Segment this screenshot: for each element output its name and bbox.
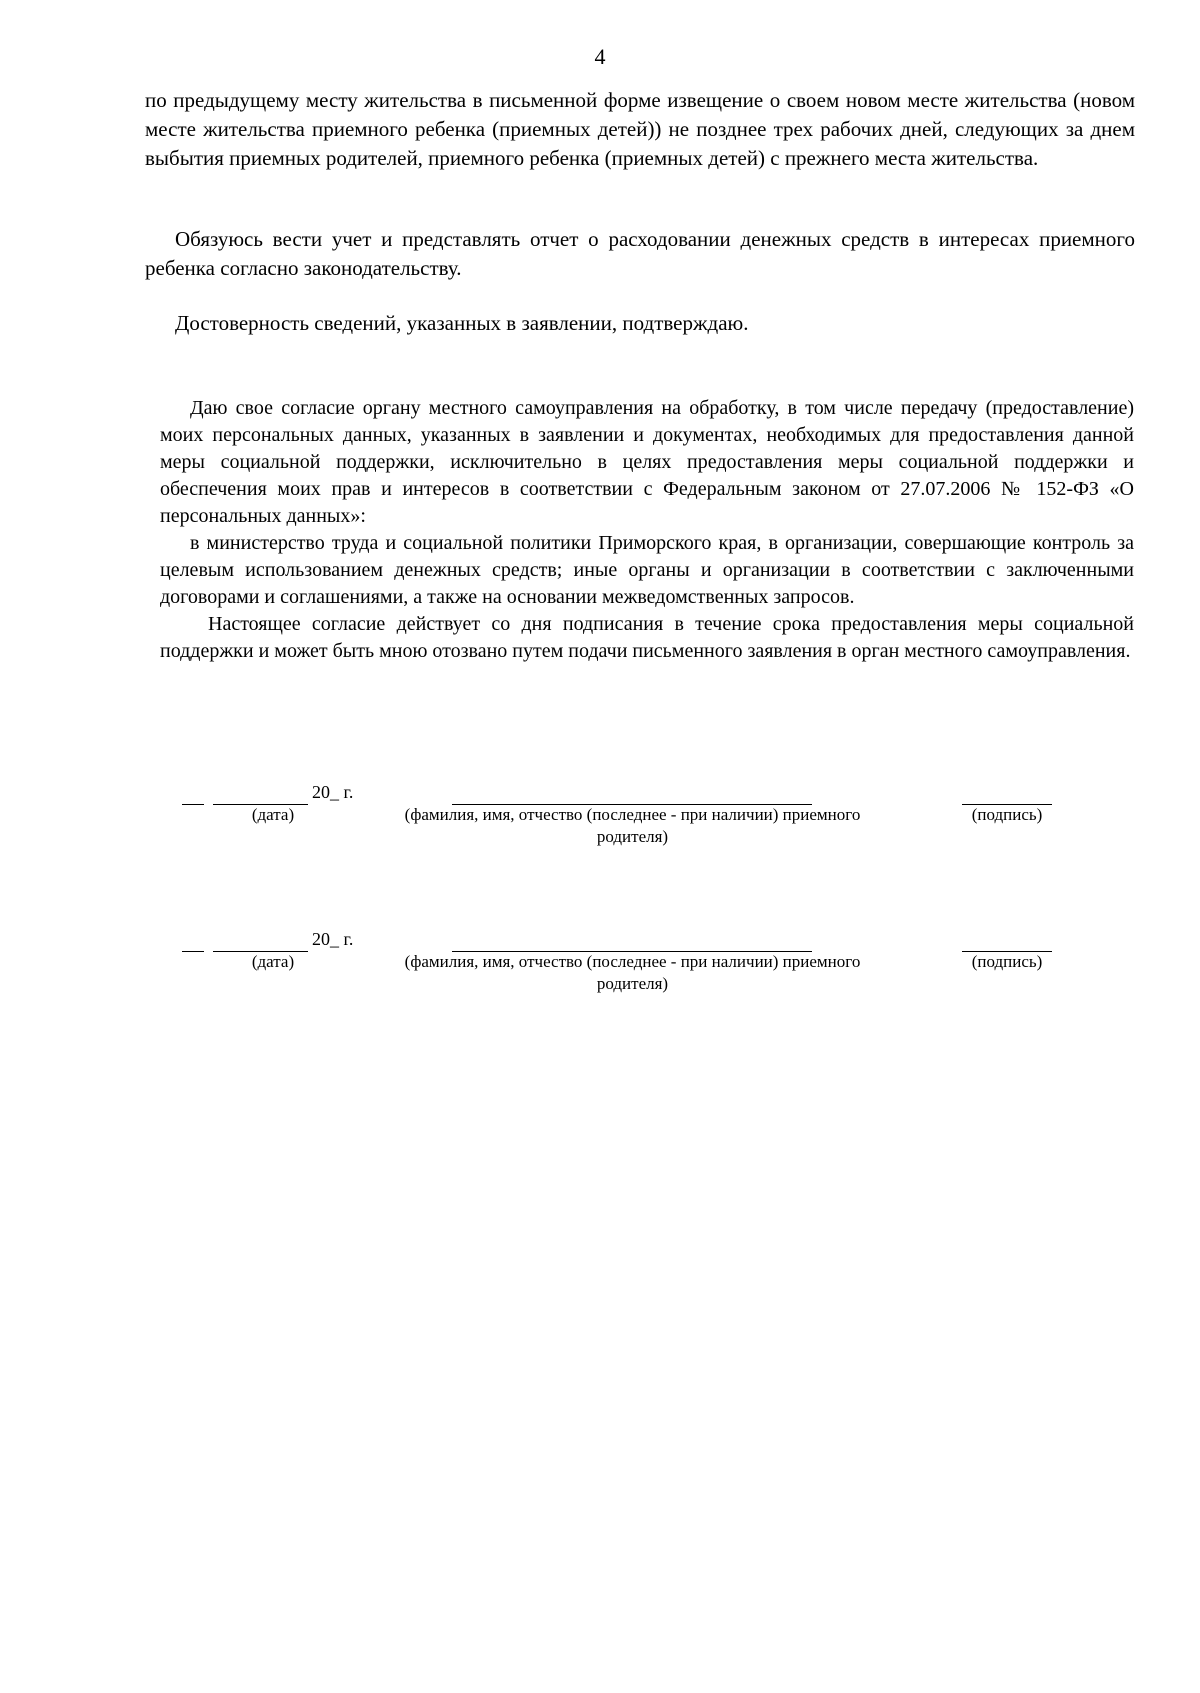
signature-block: [0, 925, 1200, 1025]
page-number: 4: [594, 44, 606, 69]
paragraph-text: по предыдущему месту жительства в письменной форме извещение о своем новом месте жительства (новом месте жительства приемного ребенка (приемных детей)) не позднее трех рабочих дней, следующих за днем выбытия приемных родителей, приемного ребенка (приемных детей) с прежнего места жительства.: [145, 88, 1135, 170]
paragraph-confirmation: [145, 309, 1135, 338]
year-label: 20_ г.: [312, 929, 354, 949]
name-caption: (фамилия, имя, отчество (последнее - при наличии) приемного родителя): [404, 952, 861, 993]
date-day-line: [182, 804, 204, 805]
paragraph-text: Обязуюсь вести учет и представлять отчет о расходовании денежных средств в интересах приемного ребенка согласно законодательству.: [145, 227, 1135, 280]
consent-paragraph-2: в министерство труда и социальной политики Приморского края, в организации, совершающие контроль за целевым использованием денежных средств; иные органы и организации в соответствии с заключенными договорами и соглашениями, а также на основании межведомственных запросов.: [160, 532, 1134, 608]
date-day-line: [182, 951, 204, 952]
name-caption: (фамилия, имя, отчество (последнее - при наличии) приемного родителя): [404, 805, 861, 846]
paragraph-text: Достоверность сведений, указанных в заявлении, подтверждаю.: [175, 311, 749, 335]
paragraph-accounting: [145, 225, 1135, 283]
date-caption: (дата): [251, 952, 295, 971]
consent-section: [160, 395, 1134, 665]
consent-paragraph-1: Даю свое согласие органу местного самоуправления на обработку, в том числе передачу (предоставление) моих персональных данных, указанных в заявлении и документах, необходимых для предоставления данной меры социальной поддержки, исключительно в целях предоставления меры социальной поддержки и обеспечения моих прав и интересов в соответствии с Федеральным законом от 27.07.2006 № 152-ФЗ «О персональных данных»:: [160, 397, 1134, 527]
signature-caption: (подпись): [971, 805, 1043, 824]
consent-paragraph-3: Настоящее согласие действует со дня подписания в течение срока предоставления меры социальной поддержки и может быть мною отозвано путем подачи письменного заявления в орган местного самоуправления.: [160, 613, 1134, 662]
signature-caption: (подпись): [971, 952, 1043, 971]
paragraph-notification: [145, 86, 1135, 173]
signature-block: [0, 778, 1200, 878]
date-caption: (дата): [251, 805, 295, 824]
year-label: 20_ г.: [312, 782, 354, 802]
